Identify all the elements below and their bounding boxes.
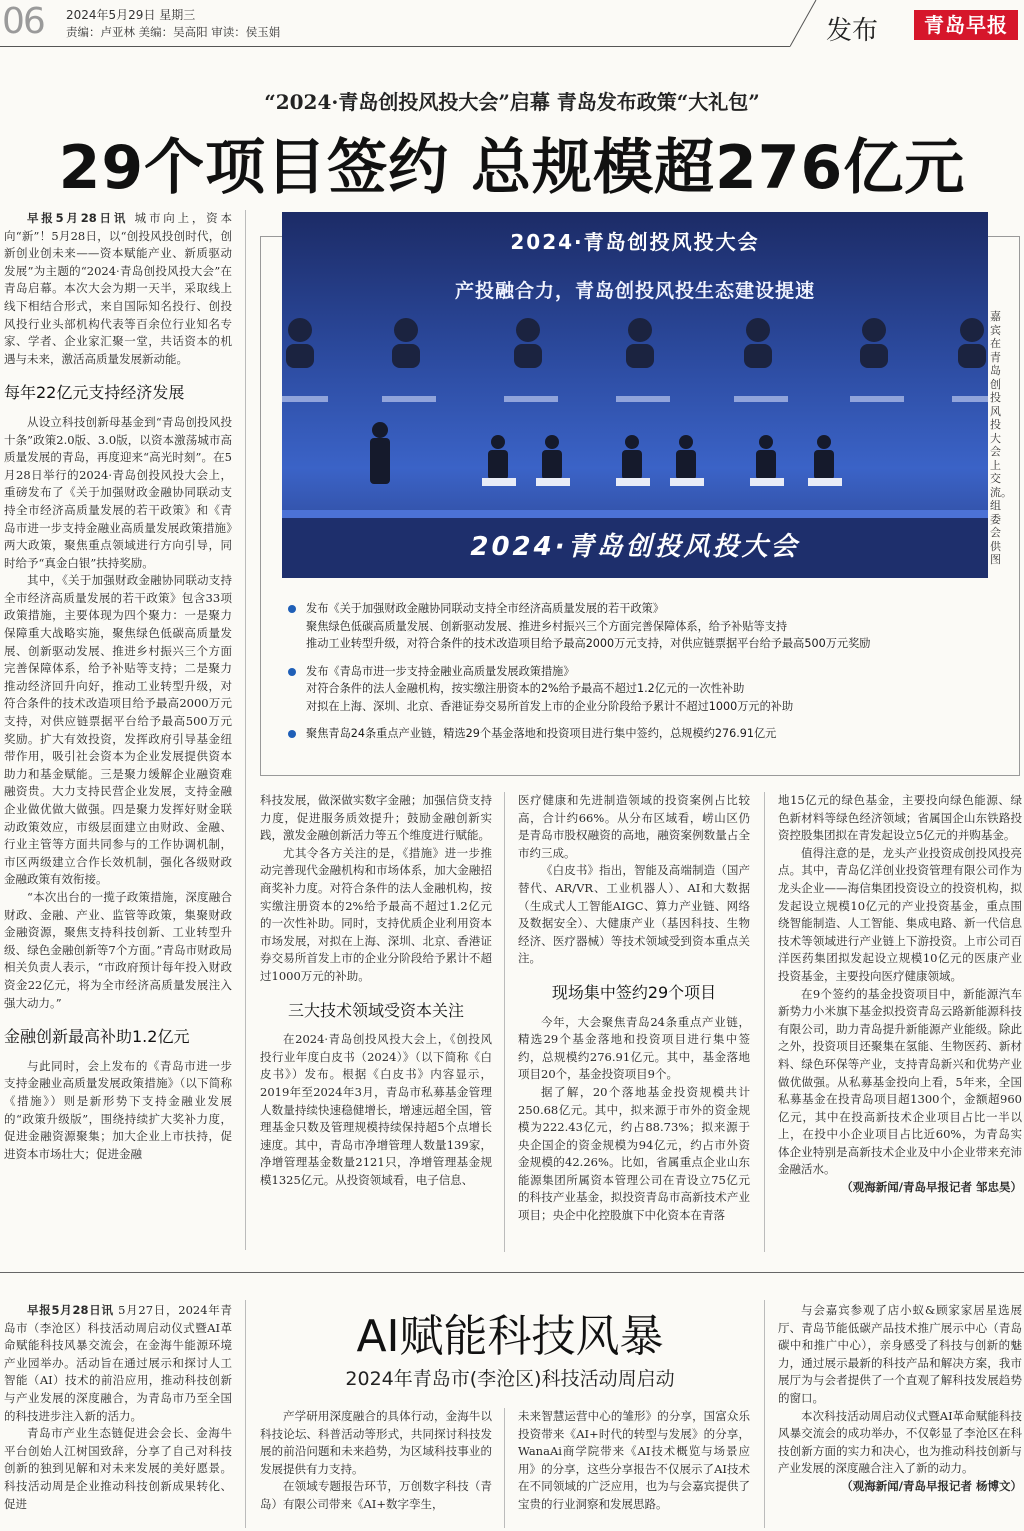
bullet-item [282,725,1018,743]
newspaper-logo: 青岛早报 [914,10,1018,40]
ai-column-1 [4,1302,232,1528]
photo-caption: 嘉宾在青岛创投风投大会上交流。组委会供图 [990,310,1012,566]
header-slant-divider [790,0,820,47]
dateline: 早报5月28日讯 [27,211,129,225]
paragraph: 在领域专题报告环节，万创数字科技（青岛）有限公司带来《AI+数字孪生， [260,1479,492,1511]
main-column-1 [4,210,232,1250]
column-rule [764,792,765,1252]
page-number: 06 [2,1,44,42]
paragraph: 地15亿元的绿色基金，主要投向绿色能源、绿色新材料等绿色经济领域；省属国企山东铁路投资控股集团拟在青发起设立5亿元的并购基金。 [778,793,1022,843]
ai-headline: AI赋能科技风暴 [356,1311,664,1362]
paragraph: 在9个签约的基金投资项目中，新能源汽车新势力小米旗下基金拟投资青岛云路新能源科技有限公司，助力青岛提升新能源产业能级。除此之外，投资项目还聚集在氢能、生物医药、新材料、绿色环保等产业，支持青岛新兴和优势产业做优做强。从私募基金投向上看，5年来，全国私募基金在投青岛项目超1300个，金额超960亿元，其中在投高新技术企业项目占比一半以上，在投中小企业项目占比近60%，为青岛实体企业特别是高新技术企业及中小企业带来充沛金融活水。 [778,986,1022,1177]
dateline: 早报5月28日讯 [27,1303,114,1317]
column-rule [245,1300,246,1528]
paragraph: “本次出台的一揽子政策措施，深度融合财政、金融、产业、监管等政策，集聚财政金融资源，聚焦支持科技创新、工业转型升级、绿色金融创新等7个方面。”青岛市财政局相关负责人表示，“市政府预计每年投入财政资金22亿元，将为全市经济高质量发展注入强大动力。” [4,889,232,1010]
main-column-4 [778,792,1022,1262]
subhead-finance-innovation: 金融创新最高补助1.2亿元 [4,1027,190,1047]
editor-credits: 责编：卢亚林 美编：吴高阳 审读：侯玉娟 [66,25,281,39]
ai-subheadline: 2024年青岛市(李沧区)科技活动周启动 [345,1368,675,1390]
subhead-signing: 现场集中签约29个项目 [551,982,717,1002]
paragraph: 尤其令各方关注的是，《措施》进一步推动完善现代金融机构和市场体系，加大金融招商奖补力度。对符合条件的法人金融机构，按实缴注册资本的2%给予最高不超过1.2亿元的一次性补助。同时，支持优质企业利用资本市场发展，对拟在上海、深圳、北京、香港证券交易所首发上市的企业分阶段给予累计不超过1000万元的补助。 [260,845,492,983]
paragraph: 值得注意的是，龙头产业投资成创投风投亮点。其中，青岛亿洋创业投资管理有限公司作为龙头企业——海信集团投资设立的投资机构，拟发起设立规模10亿元的产业投资基金，重点围绕智能制造、人工智能、集成电路、新一代信息技术等领域进行产业链上下游投资。上市公司百洋医药集团拟发起设立规模10亿元的医康产业投资基金，主要投向医疗健康领域。 [778,845,1022,983]
paragraph: 今年，大会聚焦青岛24条重点产业链，精选29个基金落地和投资项目进行集中签约，总规模约276.91亿元。其中，基金落地项目20个，基金投资项目9个。 [518,1014,750,1082]
bullet-item [282,663,1018,716]
paragraph: 在2024·青岛创投风投大会上，《创投风投行业年度白皮书（2024）》（以下简称《白皮书》）发布。根据《白皮书》内容显示，2019年至2024年3月，青岛市私募基金管理人数量持续快速稳健增长，增速远超全国，管理基金只数及管理规模持续保持超5个点增长速度。其中，青岛市净增管理人数量139家，净增管理基金数量2121只，净增管理基金规模1325亿元。从投资领域看，电子信息、 [260,1032,492,1187]
conference-photo [282,212,988,578]
subhead-funding: 每年22亿元支持经济发展 [4,383,185,403]
bullet-line: 对拟在上海、深圳、北京、香港证券交易所首发上市的企业分阶段给予累计不超过1000万元的补助 [306,699,794,713]
paragraph: 从设立科技创新母基金到“青岛创投风投十条”政策2.0版、3.0版，以资本激荡城市高质量发展的青岛，再度迎来“高光时刻”。在5月28日举行的2024·青岛创投风投大会上，重磅发布了《关于加强财政金融协同联动支持全市经济高质量发展的若干政策》和《青岛市进一步支持金融业高质量发展政策措施》两大政策，聚焦重点领域进行方向引导，同时给予“真金白银”扶持奖励。 [4,414,232,570]
bullet-item [282,600,1018,653]
column-rule [504,1408,505,1528]
paragraph: 其中，《关于加强财政金融协同联动支持全市经济高质量发展的若干政策》包含33项政策措施，主要体现为四个聚力：一是聚力保障重大战略实施，聚焦绿色低碳高质量发展、创新驱动发展、推进乡村振兴三个方面完善保障体系，给予补贴等支持；二是聚力推动经济回升向好，推动工业转型升级，对符合条件的技术改造项目给予最高2000万元支持，对供应链票据平台给予最高500万元奖励。扩大有效投资，发挥政府引导基金纽带作用，吸引社会资本为企业发展提供资本助力和基金赋能。三是聚力缓解企业融资难融资贵。大力支持民营企业发展，支持金融企业做优做大做强。四是聚力发挥好财金联动政策效应，市级层面建立由财政、金融、行业主管等方面共同参与的工作协调机制，市区两级建立合作长效机制，强化各级财政金融政策有效衔接。 [4,573,232,887]
ai-column-3 [518,1408,750,1528]
paragraph: 据了解，20个落地基金投资规模共计250.68亿元。其中，拟来源于市外的资金规模为222.43亿元，约占88.73%；拟来源于央企国企的资金规模为94亿元，约占市外资金规模的42.26%。比如，省属重点企业山东能源集团所属资本管理公司在青设立75亿元的科技产业基金，拟投资青岛市高新技术产业项目；央企中化控股旗下中化资本在青落 [518,1084,750,1223]
bullet-line: 对符合条件的法人金融机构，按实缴注册资本的2%给予最高不超过1.2亿元的一次性补助 [306,682,745,695]
paragraph: 产学研用深度融合的具体行动，金海牛以科技论坛、科普活动等形式，共同探讨科技发展的前沿问题和未来趋势，为区域科技事业的发展提供有力支持。 [260,1409,492,1476]
bullet-dot-icon [288,668,296,676]
paragraph: 与会嘉宾参观了店小蚁&顾家家居星选展厅、青岛节能低碳产品技术推广展示中心（青岛碳中和推广中心），亲身感受了科技与创新的魅力，通过展示最新的科技产品和解决方案，我市展厅为与会者提供了一个直观了解科技发展趋势的窗口。 [778,1303,1022,1405]
main-kicker: “2024·青岛创投风投大会”启幕 青岛发布政策“大礼包” [264,90,760,114]
main-headline: 29个项目签约 总规模超276亿元 [58,133,966,203]
paragraph: 《白皮书》指出，智能及高端制造（国产替代、AR/VR、工业机器人）、AI和大数据（生成式人工智能AIGC、算力产业链、网络及数据安全）、大健康产业（基因科技、生物经济、医疗器械）等技术领域受到资本重点关注。 [518,863,750,966]
byline: （观海新闻/青岛早报记者 邹忠昊） [841,1180,1022,1195]
paragraph: 科技发展，做深做实数字金融；加强信贷支持力度，促进服务质效提升；鼓励金融创新实践，激发金融创新活力等五个维度进行赋能。 [260,793,492,843]
bullet-line: 发布《青岛市进一步支持金融业高质量发展政策措施》 [306,664,575,678]
subhead-tech-fields: 三大技术领域受资本关注 [287,1000,464,1020]
paragraph: 医疗健康和先进制造领域的投资案例占比较高，合计约66%。从分布区域看，崂山区仍是青岛市股权融资的高地，融资案例数量占全市约三成。 [518,793,750,860]
paragraph: 与此同时，会上发布的《青岛市进一步支持金融业高质量发展政策措施》（以下简称《措施》）则是新形势下支持金融业发展的“政策升级版”，围绕持续扩大奖补力度，促进金融资源聚集；加大企业上市扶持，促进资本市场壮大；促进金融 [4,1058,232,1161]
column-rule [764,1300,765,1528]
main-column-3 [518,792,750,1252]
paragraph: 城市向上，资本向“新”！5月28日，以“创投风投创时代，创新创业创未来——资本赋能产业、新质驱动发展”为主题的“2024·青岛创投风投大会”在青岛启幕。本次大会为期一天半，采取线上线下相结合形式，来自国际知名投行、创投风投行业头部机构代表等百余位行业知名专家、学者、企业家汇聚一堂，共话资本的机遇与未来，激活高质量发展新动能。 [4,211,232,366]
photo-banner: 2024·青岛创投风投大会 [510,230,760,254]
paragraph: 青岛市产业生态链促进会会长、金海牛平台创始人江树国致辞，分享了自己对科技创新的独到见解和对未来发展的美好愿景。科技活动周是企业推动科技创新成果转化、促进 [4,1426,232,1511]
issue-date: 2024年5月29日 星期三 [66,8,196,22]
stage-text: 2024·青岛创投风投大会 [470,532,800,562]
bullet-line: 聚焦绿色低碳高质量发展、创新驱动发展、推进乡村振兴三个方面完善保障体系，给予补贴等支持 [306,619,788,633]
bullet-dot-icon [288,730,296,738]
header-rule [0,46,790,47]
policy-bullets [282,600,1018,747]
bullet-line: 发布《关于加强财政金融协同联动支持全市经济高质量发展的若干政策》 [306,602,665,615]
paragraph: 本次科技活动周启动仪式暨AI革命赋能科技风暴交流会的成功举办，不仅彰显了李沧区在科技创新方面的实力和决心，也为推动科技创新与产业发展的深度融合注入了新的动力。 [778,1408,1022,1476]
ai-column-2 [260,1408,492,1528]
column-rule [245,210,246,1250]
bullet-line: 聚焦青岛24条重点产业链，精选29个基金落地和投资项目进行集中签约，总规模约276.91亿元 [306,727,777,740]
bullet-dot-icon [288,605,296,613]
byline: （观海新闻/青岛早报记者 杨博文） [841,1478,1022,1493]
column-rule [504,792,505,1252]
main-column-2 [260,792,492,1252]
story-separator [0,1272,1024,1273]
ai-column-4 [778,1302,1022,1530]
speaker-portraits [282,308,988,418]
paragraph: 未来智慧运营中心的雏形》的分享，国富众乐投资带来《AI+时代的转型与发展》的分享，WanaAi商学院带来《AI技术概览与场景应用》的分享，这些分享报告不仅展示了AI技术在不同领域的广泛应用，也为与会嘉宾提供了宝贵的行业洞察和发展思路。 [518,1409,750,1511]
bullet-line: 推动工业转型升级，对符合条件的技术改造项目给予最高2000万元支持，对供应链票据平台给予最高500万元奖励 [306,637,871,650]
photo-slogan: 产投融合力，青岛创投风投生态建设提速 [454,280,815,302]
section-title: 发布 [826,16,879,46]
paragraph: 5月27日，2024年青岛市（李沧区）科技活动周启动仪式暨AI革命赋能科技风暴交流会，在金海牛能源环境产业园举办。活动旨在通过展示和探讨人工智能（AI）技术的前沿应用，推动科技创新与产业发展的深度融合，为青岛市乃至全国的科技进步注入新的活力。 [4,1303,232,1423]
